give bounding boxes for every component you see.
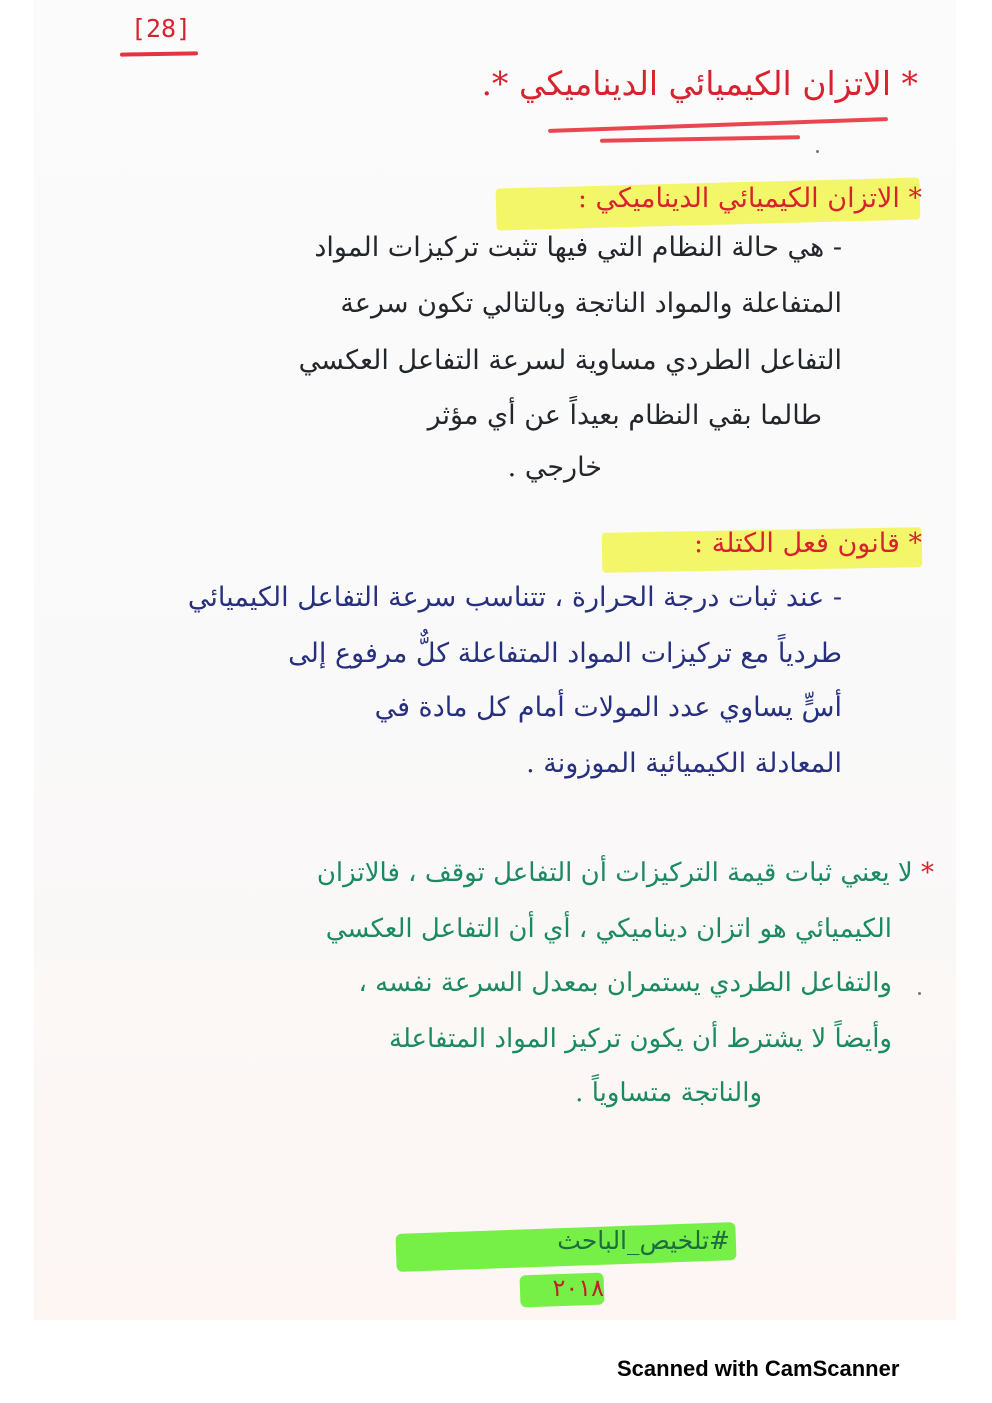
section1-heading-text: الاتزان الكيميائي الديناميكي : bbox=[577, 183, 900, 214]
section2-line-4: المعادلة الكيميائية الموزونة . bbox=[526, 748, 842, 779]
section1-line-5: خارجي . bbox=[507, 452, 602, 483]
section3-line-4: وأيضاً لا يشترط أن يكون تركيز المواد المتفاعلة bbox=[389, 1024, 892, 1054]
scanner-footer: Scanned with CamScanner bbox=[617, 1356, 900, 1381]
section2-heading-text: قانون فعل الكتلة : bbox=[694, 528, 900, 559]
section2-line-3: أسٍّ يساوي عدد المولات أمام كل مادة في bbox=[374, 692, 842, 723]
section3-line-2: الكيميائي هو اتزان ديناميكي ، أي أن التفاعل العكسي bbox=[325, 914, 892, 944]
signature-name: #تلخيص_الباحث bbox=[557, 1226, 730, 1255]
paper-dot bbox=[918, 992, 921, 995]
signature-year: ٢٠١٨ bbox=[552, 1274, 604, 1302]
section1-line-4: طالما بقي النظام بعيداً عن أي مؤثر bbox=[427, 400, 822, 431]
star-icon: * bbox=[908, 183, 922, 214]
section1-heading bbox=[578, 183, 922, 214]
section2-line-2: طردياً مع تركيزات المواد المتفاعلة كلٌّ مرفوع إلى bbox=[288, 638, 842, 669]
paper-dot bbox=[816, 150, 819, 153]
main-title-star: *. bbox=[481, 64, 509, 103]
section1-line-1: - هي حالة النظام التي فيها تثبت تركيزات المواد bbox=[314, 232, 842, 263]
main-title bbox=[481, 64, 918, 103]
section3-line-3: والتفاعل الطردي يستمران بمعدل السرعة نفسه ، bbox=[358, 968, 892, 998]
section3-line-5: والناتجة متساوياً . bbox=[575, 1078, 762, 1108]
star-icon: * bbox=[908, 528, 922, 559]
section2-heading bbox=[694, 528, 922, 559]
section2-line-1: - عند ثبات درجة الحرارة ، تتناسب سرعة التفاعل الكيميائي bbox=[187, 582, 842, 613]
section1-line-3: التفاعل الطردي مساوية لسرعة التفاعل العكسي bbox=[298, 345, 842, 376]
main-title-text: الاتزان الكيميائي الديناميكي bbox=[518, 64, 891, 103]
section3-line-1 bbox=[317, 858, 934, 888]
section3-line-1-text: لا يعني ثبات قيمة التركيزات أن التفاعل توقف ، فالاتزان bbox=[316, 858, 913, 888]
section1-line-2: المتفاعلة والمواد الناتجة وبالتالي تكون سرعة bbox=[340, 288, 842, 319]
page-number: [28] bbox=[130, 14, 192, 43]
star-icon: * bbox=[921, 858, 934, 888]
star-icon: * bbox=[901, 64, 918, 103]
